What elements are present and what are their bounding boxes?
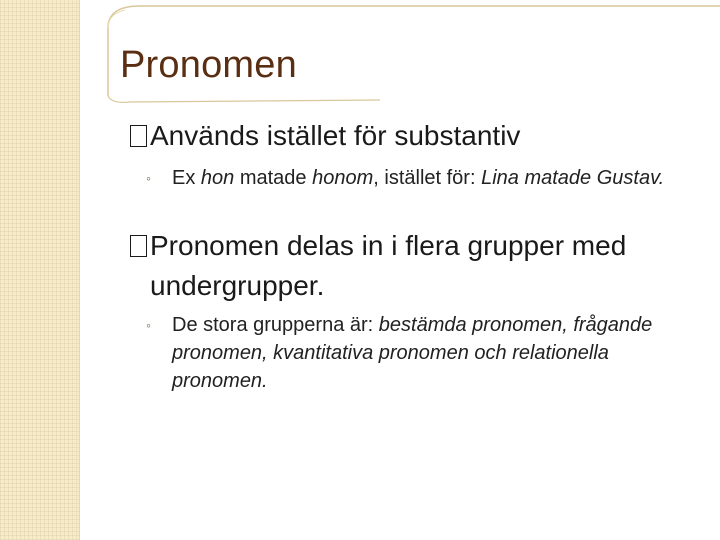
sub-bullet-1-text	[146, 164, 686, 192]
sub-bullet-2-part: bestämda pronomen, frågande pronomen, kvantitativa pronomen och relationella pronomen.	[172, 314, 653, 392]
sub-bullet-2-part: De stora grupperna är:	[172, 314, 379, 336]
sub-bullet-1-part: matade	[234, 167, 313, 189]
sub-bullet-ring-icon: ◦	[146, 317, 151, 333]
bullet-1-text: Används istället för substantiv	[150, 120, 521, 151]
sub-bullet-ring-icon: ◦	[146, 170, 151, 186]
sub-bullet-1	[146, 164, 686, 192]
sub-bullet-1-part: Ex	[172, 167, 201, 189]
sub-bullet-1-part: , istället för:	[373, 167, 482, 189]
sub-bullet-2-text	[146, 311, 686, 395]
bullet-box-icon	[130, 125, 147, 147]
bullet-2-line1: Pronomen delas in i flera grupper med	[150, 230, 627, 261]
slide-title: Pronomen	[120, 44, 297, 86]
sub-bullet-2	[146, 311, 686, 395]
bullet-2	[130, 226, 626, 306]
bullet-box-icon	[130, 235, 147, 257]
sub-bullet-1-part: Lina matade Gustav.	[481, 167, 665, 189]
bullet-1	[130, 116, 520, 156]
sub-bullet-1-part: hon	[200, 167, 235, 189]
sub-bullet-1-part: honom	[312, 167, 374, 189]
bullet-2-line2: undergrupper.	[150, 270, 325, 301]
